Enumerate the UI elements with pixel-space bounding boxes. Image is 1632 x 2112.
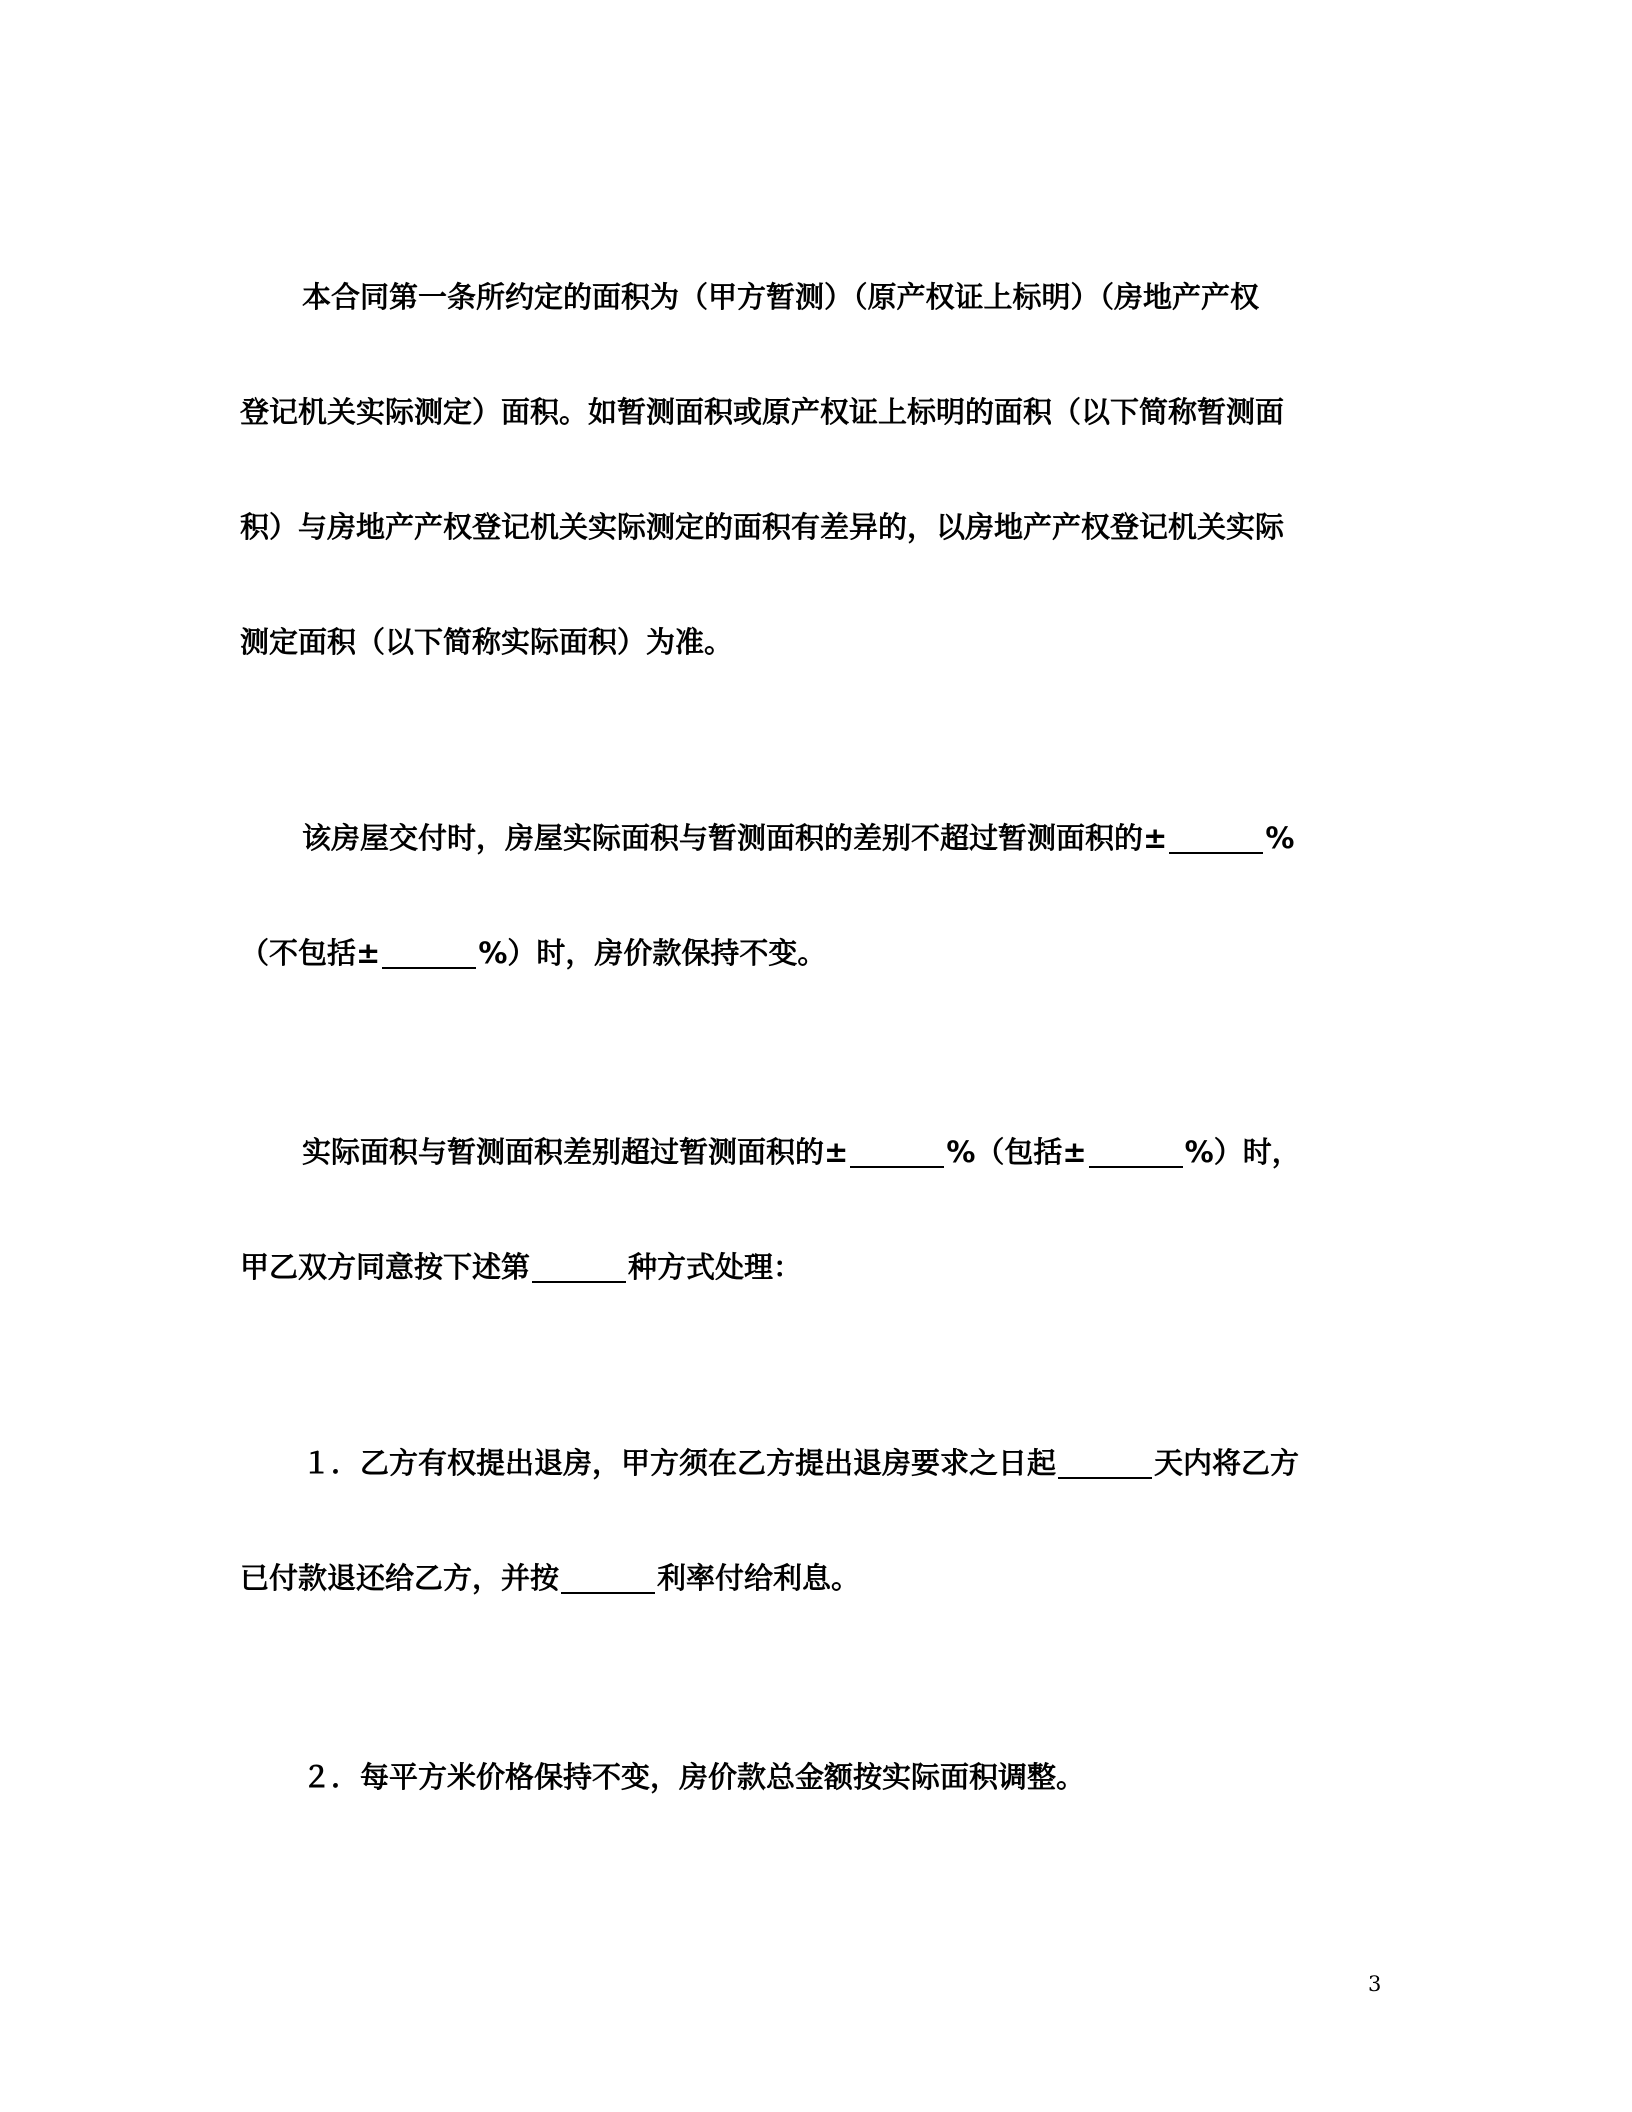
fill-in-blank[interactable] — [1089, 1136, 1183, 1168]
paragraph-excess — [240, 1095, 1390, 1325]
text-segment: 已付款退还给乙方，并按 — [240, 1561, 560, 1595]
text-segment: 利率付给利息。 — [657, 1561, 861, 1595]
text-segment: 该房屋交付时，房屋实际面积与暂测面积的差别不超过暂测面积的± — [302, 821, 1168, 855]
paragraph-tolerance — [240, 781, 1390, 1011]
paragraph-area-definition — [240, 240, 1390, 700]
text-line — [240, 1521, 1390, 1636]
text-segment: 天内将乙方 — [1154, 1446, 1300, 1480]
text-line — [240, 1406, 1390, 1521]
text-line — [240, 781, 1390, 896]
text-segment: 种方式处理： — [628, 1250, 803, 1284]
fill-in-blank[interactable] — [382, 937, 476, 969]
text-segment: １．乙方有权提出退房，甲方须在乙方提出退房要求之日起 — [302, 1446, 1057, 1480]
paragraph-option-1 — [240, 1406, 1390, 1636]
text-segment: %（包括± — [946, 1135, 1087, 1169]
text-line: ２．每平方米价格保持不变，房价款总金额按实际面积调整。 — [302, 1760, 1086, 1794]
page-number: 3 — [1368, 1972, 1382, 1996]
text-line — [240, 1095, 1390, 1210]
paragraph-option-2 — [240, 1720, 1390, 1835]
text-segment: 实际面积与暂测面积差别超过暂测面积的± — [302, 1135, 849, 1169]
fill-in-blank[interactable] — [850, 1136, 944, 1168]
text-line: 本合同第一条所约定的面积为（甲方暂测）（原产权证上标明）（房地产产权 — [302, 280, 1260, 314]
text-line: 积）与房地产产权登记机关实际测定的面积有差异的，以房地产产权登记机关实际 — [240, 510, 1285, 544]
text-line: 测定面积（以下简称实际面积）为准。 — [240, 625, 734, 659]
text-line — [240, 1210, 1390, 1325]
text-segment: % — [1265, 821, 1295, 855]
fill-in-blank[interactable] — [561, 1562, 655, 1594]
text-segment: %）时，房价款保持不变。 — [478, 936, 827, 970]
text-line — [240, 896, 1390, 1011]
fill-in-blank[interactable] — [532, 1251, 626, 1283]
text-segment: 甲乙双方同意按下述第 — [240, 1250, 531, 1284]
fill-in-blank[interactable] — [1058, 1447, 1152, 1479]
fill-in-blank[interactable] — [1169, 822, 1263, 854]
text-line: 登记机关实际测定）面积。如暂测面积或原产权证上标明的面积（以下简称暂测面 — [240, 395, 1285, 429]
text-segment: %）时， — [1184, 1135, 1301, 1169]
text-segment: （不包括± — [240, 936, 381, 970]
